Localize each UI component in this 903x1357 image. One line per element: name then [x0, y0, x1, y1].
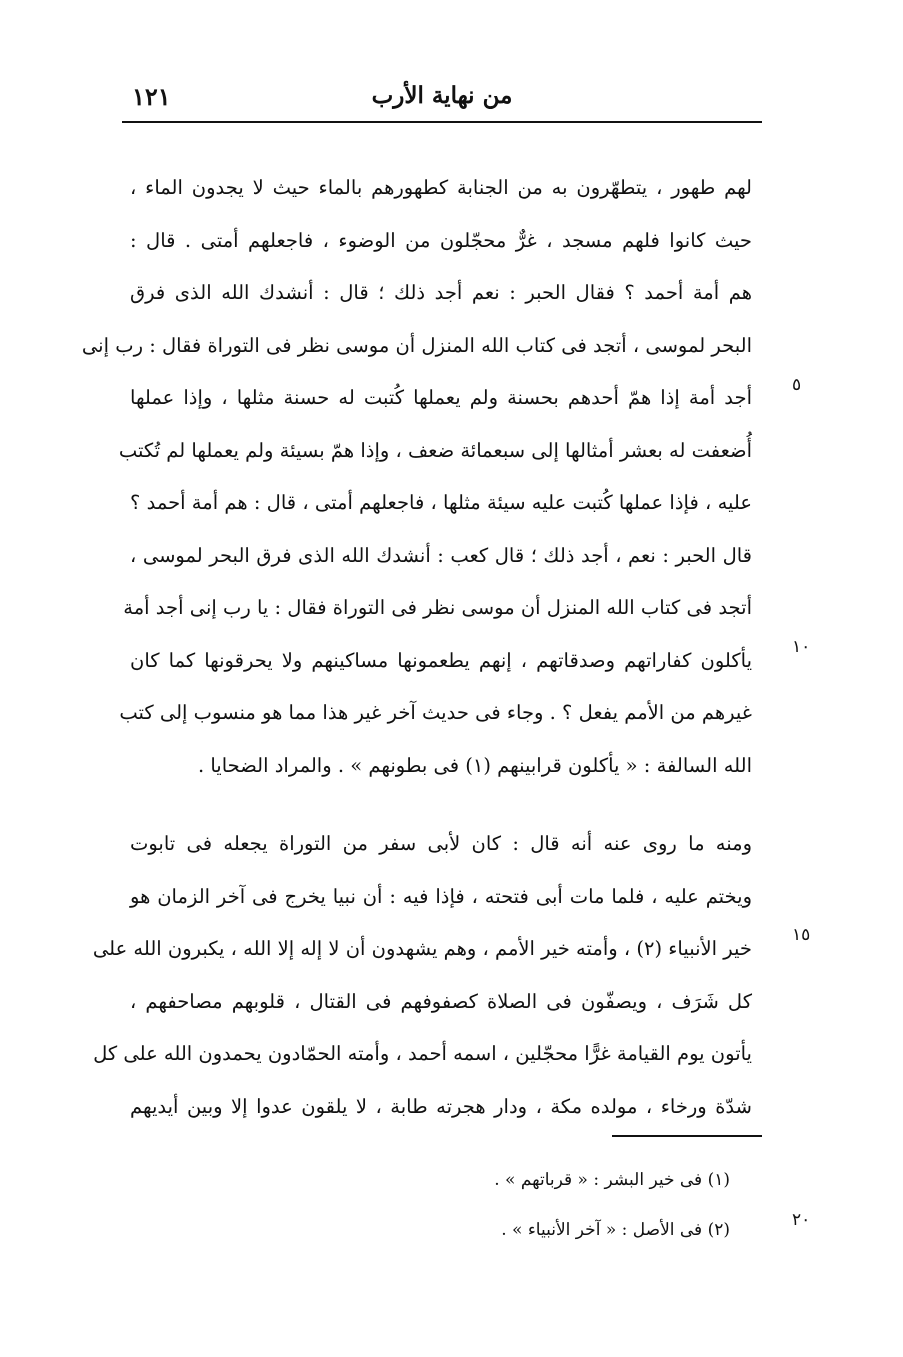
text-line: قال الحبر : نعم ، أجد ذلك ؛ قال كعب : أنشدك الله الذى فرق البحر لموسى ، — [130, 543, 752, 567]
text-line: حيث كانوا فلهم مسجد ، غرٌّ محجّلون من الوضوء ، فاجعلهم أمتى . قال : — [130, 228, 752, 252]
footnotes — [380, 1160, 730, 1260]
text-line: ومنه ما روى عنه أنه قال : كان لأبى سفر من التوراة يجعله فى تابوت — [130, 832, 752, 855]
paragraph — [92, 818, 752, 1133]
paragraph — [81, 162, 752, 792]
text-line: يأكلون كفاراتهم وصدقاتهم ، إنهم يطعمونها مساكينهم ولا يحرقونها كما كان — [130, 648, 752, 672]
text-line: أتجد فى كتاب الله المنزل أن موسى نظر فى التوراة فقال : يا رب إنى أجد أمة — [123, 596, 752, 619]
page-header — [122, 78, 762, 118]
text-line: البحر لموسى ، أتجد فى كتاب الله المنزل أن موسى نظر فى التوراة فقال : رب إنى — [81, 333, 752, 357]
body-text — [81, 162, 752, 1133]
text-line: يأتون يوم القيامة غرًّا محجّلين ، اسمه أحمد ، وأمته الحمّادون يحمدون الله على كل — [93, 1042, 752, 1065]
footnote: (١) فى خير البشر : « قرباتهم » . — [494, 1170, 730, 1190]
text-line: أُضعفت له بعشر أمثالها إلى سبعمائة ضعف ، وإذا همّ بسيئة ولم يعملها لم تُكتب — [118, 438, 752, 462]
header-divider — [122, 121, 762, 123]
text-line: ويختم عليه ، فلما مات أبى فتحته ، فإذا فيه : أن نبيا يخرج فى آخر الزمان هو — [130, 884, 752, 908]
text-line: خير الأنبياء (٢) ، وأمته خير الأمم ، وهم يشهدون أن لا إله إلا الله ، يكبرون الله على — [92, 937, 752, 960]
text-line: عليه ، فإذا عملها كُتبت عليه سيئة مثلها ، فاجعلهم أمتى ، قال : هم أمة أحمد ؟ — [130, 491, 752, 514]
text-line: أجد أمة إذا همّ أحدهم بحسنة ولم يعملها كُتبت له حسنة مثلها ، وإذا عملها — [130, 386, 752, 409]
footnote: (٢) فى الأصل : « آخر الأنبياء » . — [501, 1220, 730, 1240]
footnote-divider — [612, 1135, 762, 1137]
running-title: من نهاية الأرب — [371, 82, 513, 109]
text-line: غيرهم من الأمم يفعل ؟ . وجاء فى حديث آخر غير هذا مما هو منسوب إلى كتب — [119, 701, 752, 724]
page-number: ١٢١ — [132, 82, 171, 111]
text-line: لهم طهور ، يتطهّرون به من الجنابة كطهورهم بالماء حيث لا يجدون الماء ، — [130, 176, 752, 199]
line-number: ٥ — [792, 375, 802, 395]
text-line: هم أمة أحمد ؟ فقال الحبر : نعم أجد ذلك ؛ قال : أنشدك الله الذى فرق — [130, 281, 752, 304]
text-line: كل شَرَف ، ويصفّون فى الصلاة كصفوفهم فى القتال ، قلوبهم مصاحفهم ، — [130, 989, 752, 1013]
line-number: ١٥ — [792, 925, 811, 945]
line-number: ٢٠ — [792, 1210, 811, 1230]
text-line: شدّة ورخاء ، مولده مكة ، ودار هجرته طابة ، لا يلقون عدوا إلا وبين أيديهم — [130, 1094, 752, 1118]
text-line: الله السالفة : « يأكلون قرابينهم (١) فى بطونهم » . والمراد الضحايا . — [197, 753, 752, 777]
line-number: ١٠ — [792, 637, 811, 657]
